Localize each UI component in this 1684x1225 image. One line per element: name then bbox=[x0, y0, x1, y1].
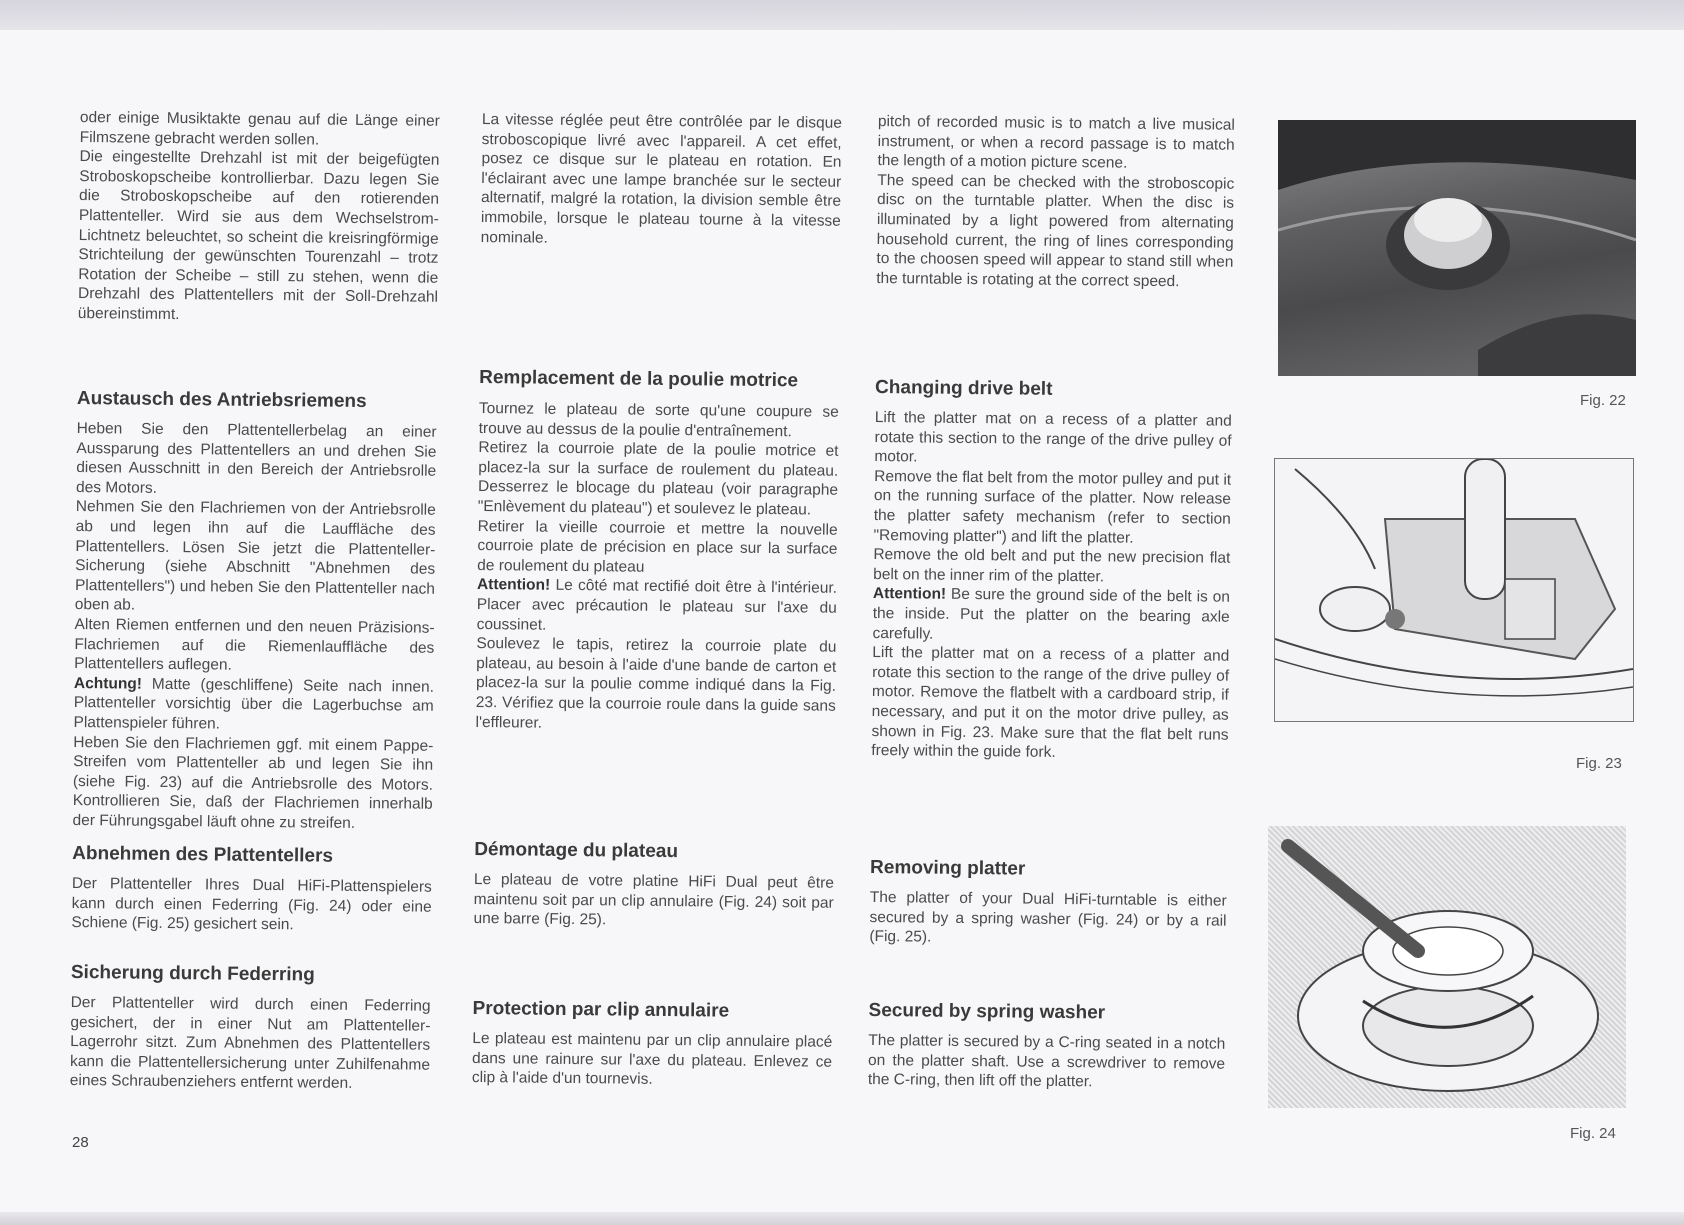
english-belt-part1: Lift the platter mat on a recess of a platter and rotate this section to the range of the drive pulley of motor. Remove the flat belt from the motor pulley and put it on the running surface of the platter. Now release the platter safety mechanism (refer to section "Removing platter") and lift the platter. Remove the old belt and put the new precision flat belt on the inner rim of the platter. bbox=[873, 408, 1232, 586]
english-belt-part2: Be sure the ground side of the belt is on the inside. Put the platter on the bearing axle carefully. Lift the platter mat on a recess of a platter and rotate this section to the range of the drive pulley of motor. Remove the flatbelt with a cardboard strip, if necessary, and put it on the motor drive pulley, as shown in Fig. 23. Make sure that the flat belt runs freely within the guide fork. bbox=[871, 586, 1231, 761]
french-intro: La vitesse réglée peut être contrôlée par le disque stroboscopique livré avec l'appareil. A cet effet, posez ce disque sur le plateau en rotation. En l'éclairant avec une lampe branchée sur le secteur alternatif, malgré la rotation, la division semble être immobile, lorsque le plateau tourne à la vitesse nominale. bbox=[480, 110, 842, 247]
german-heading-remove: Abnehmen des Plattentellers bbox=[72, 842, 334, 867]
manual-page bbox=[0, 30, 1684, 1215]
english-remove-text: The platter of your Dual HiFi-turntable is either secured by a spring washer (Fig. 24) or by a rail (Fig. 25). bbox=[869, 888, 1227, 946]
figure-24-caption: Fig. 24 bbox=[1570, 1125, 1616, 1142]
german-remove-text: Der Plattenteller Ihres Dual HiFi-Plattenspielers kann durch einen Federring (Fig. 24) oder eine Schiene (Fig. 25) gesichert sein. bbox=[71, 874, 432, 934]
german-column bbox=[69, 108, 440, 1192]
figure-23-drawing bbox=[1274, 458, 1634, 722]
page-bottom-shadow bbox=[0, 1212, 1684, 1225]
turntable-knob-illustration bbox=[1278, 120, 1636, 376]
english-ring-text: The platter is secured by a C-ring seated in a notch on the platter shaft. Use a screwdriver to remove the C-ring, then lift off the platter. bbox=[867, 1031, 1226, 1091]
page-top-shadow bbox=[0, 0, 1684, 30]
figure-23-caption: Fig. 23 bbox=[1576, 755, 1622, 772]
french-heading-belt: Remplacement de la poulie motrice bbox=[479, 366, 799, 392]
english-heading-belt: Changing drive belt bbox=[875, 376, 1053, 400]
german-heading-ring: Sicherung durch Federring bbox=[70, 961, 315, 986]
french-attention-label: Attention! bbox=[476, 576, 551, 595]
spring-washer-illustration bbox=[1268, 826, 1626, 1108]
page-number: 28 bbox=[72, 1134, 89, 1151]
figure-24-drawing bbox=[1268, 826, 1626, 1108]
figure-22-caption: Fig. 22 bbox=[1580, 392, 1626, 409]
german-ring-text: Der Plattenteller wird durch einen Federring gesichert, der in einer Nut am Plattenteller-Lagerrohr sitzt. Zum Abnehmen des Plattentellers kann die Plattentellersicherung unter Zuhilfenahme eines Schraubenziehers entfernt werden. bbox=[69, 993, 431, 1093]
german-attention-label: Achtung! bbox=[73, 674, 143, 693]
german-belt-part2: Matte (geschliffene) Seite nach innen. Plattenteller vorsichtig über die Lagerbuchse am Plattenspieler führen. Heben Sie den Flachriemen ggf. mit einem Pappe-Streifen vom Plattenteller ab und legen Sie ihn (siehe Fig. 23) auf die Antriebsrolle des Motors. Kontrollieren Sie, daß der Flachriemen innerhalb der Führungsgabel läuft ohne zu streifen. bbox=[72, 675, 435, 832]
french-heading-remove: Démontage du plateau bbox=[474, 838, 679, 863]
french-remove-text: Le plateau de votre platine HiFi Dual peut être maintenu soit par un clip annulaire (Fig. 24) soit par une barre (Fig. 25). bbox=[473, 870, 835, 929]
belt-change-illustration bbox=[1275, 459, 1633, 721]
figure-22-photo bbox=[1278, 120, 1636, 376]
french-belt-part2: Le côté mat rectifié doit être à l'intérieur. Placer avec précaution le plateau sur l'axe du coussinet. Soulevez le tapis, retirez la courroie plate du plateau, au besoin à l'aide d'une bande de carton et placez-la sur la poulie comme indiqué dans la Fig. 23. Vérifiez que la courroie roule dans la guide sans l'effleurer. bbox=[475, 577, 838, 732]
english-heading-remove: Removing platter bbox=[869, 856, 1026, 880]
french-heading-ring: Protection par clip annulaire bbox=[472, 997, 730, 1022]
english-belt-text bbox=[871, 408, 1232, 764]
german-heading-belt: Austausch des Antriebsriemens bbox=[76, 387, 367, 413]
german-intro: oder einige Musiktakte genau auf die Länge einer Filmszene gebracht werden sollen. Die eingestellte Drehzahl ist mit der beigefügten Stroboskopscheibe kontrollierbar. Dazu legen Sie die Stroboskopscheibe auf den rotierenden Plattenteller. Wird sie aus dem Wechselstrom-Lichtnetz beleuchtet, so scheint die kreisringförmige Strichteilung der gewünschten Tourenzahl – trotz Rotation der Scheibe – still zu stehen, wenn die Drehzahl des Plattentellers mit der Soll-Drehzahl übereinstimmt. bbox=[77, 108, 440, 323]
german-belt-part1: Heben Sie den Plattentellerbelag an einer Aussparung des Plattentellers an und drehen Sie diesen Ausschnitt in den Bereich der Antriebsrolle des Motors. Nehmen Sie den Flachriemen von der Antriebsrolle ab und legen ihn auf die Lauffläche des Plattentellers. Lösen Sie jetzt die Plattenteller-Sicherung (siehe Abschnitt "Abnehmen des Plattentellers") und heben Sie den Plattenteller nach oben ab. Alten Riemen entfernen und den neuen Präzisions-Flachriemen auf die Riemenlauffläche des Plattentellers auflegen. bbox=[74, 419, 437, 674]
french-belt-text bbox=[475, 399, 838, 736]
french-column bbox=[471, 110, 842, 1194]
english-column bbox=[867, 112, 1235, 1196]
french-belt-part1: Tournez le plateau de sorte qu'une coupure se trouve au dessus de la poulie d'entraînement. Retirez la courroie plate de la poulie motrice et placez-la sur la surface de roulement du plateau. Desserrez le blocage du plateau (voir paragraphe "Enlèvement du plateau") et soulevez le plateau. Retirer la vieille courroie et mettre la nouvelle courroie plate de précision en place sur la surface de roulement du plateau bbox=[477, 399, 839, 576]
german-belt-text bbox=[72, 419, 436, 834]
english-attention-label: Attention! bbox=[872, 585, 947, 604]
french-ring-text: Le plateau est maintenu par un clip annulaire placé dans une rainure sur l'axe du plateau. Enlevez ce clip à l'aide d'un tournevis. bbox=[471, 1029, 833, 1089]
english-intro: pitch of recorded music is to match a live musical instrument, or when a record passage is to match the length of a motion picture scene. The speed can be checked with the stroboscopic disc on the turntable platter. When the disc is illuminated by a light powered from alternating household current, the ring of lines corresponding to the choosen speed will appear to stand still when the turntable is rotating at the correct speed. bbox=[876, 112, 1235, 290]
english-heading-ring: Secured by spring washer bbox=[868, 999, 1106, 1024]
